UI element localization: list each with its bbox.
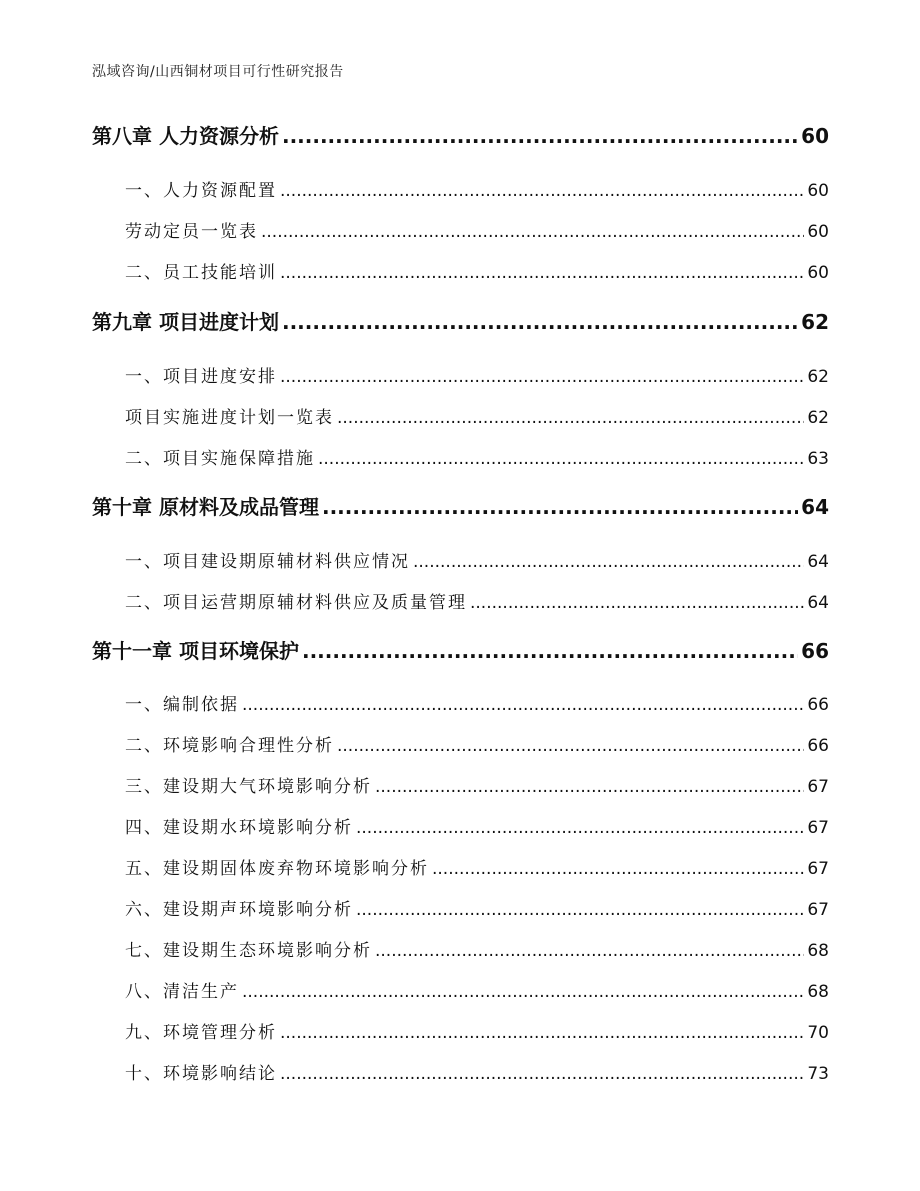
toc-chapter-entry[interactable] <box>92 491 829 521</box>
dot-leader <box>356 818 804 838</box>
dot-leader <box>280 181 804 201</box>
toc-section-number: 六、 <box>125 900 163 920</box>
toc-entry-title: 项目运营期原辅材料供应及质量管理 <box>163 593 467 613</box>
toc-page-number: 62 <box>807 367 829 387</box>
toc-section-entry[interactable] <box>125 854 829 880</box>
toc-entry-title: 环境影响结论 <box>163 1064 277 1084</box>
toc-section-number: 一、 <box>125 367 163 387</box>
dot-leader <box>432 859 804 879</box>
toc-section-entry[interactable] <box>125 403 829 429</box>
toc-page-number: 68 <box>807 982 829 1002</box>
dot-leader <box>282 124 798 148</box>
toc-page-number: 66 <box>807 736 829 756</box>
toc-section-entry[interactable] <box>125 176 829 202</box>
dot-leader <box>242 982 804 1002</box>
toc-section-number: 九、 <box>125 1023 163 1043</box>
toc-section-number: 五、 <box>125 859 163 879</box>
toc-section-entry[interactable] <box>125 1018 829 1044</box>
toc-page-number: 62 <box>807 408 829 428</box>
dot-leader <box>322 495 798 519</box>
toc-section-number: 四、 <box>125 818 163 838</box>
toc-page-number: 60 <box>801 124 829 148</box>
toc-page-number: 67 <box>807 859 829 879</box>
toc-section-entry[interactable] <box>125 895 829 921</box>
toc-entry-title: 人力资源配置 <box>163 181 277 201</box>
toc-section-number: 二、 <box>125 449 163 469</box>
toc-page-number: 67 <box>807 777 829 797</box>
toc-section-number: 十、 <box>125 1064 163 1084</box>
toc-section-entry[interactable] <box>125 690 829 716</box>
toc-section-entry[interactable] <box>125 258 829 284</box>
toc-entry-title: 环境影响合理性分析 <box>163 736 334 756</box>
toc-section-entry[interactable] <box>125 977 829 1003</box>
toc-section-entry[interactable] <box>125 444 829 470</box>
toc-entry-title: 项目实施保障措施 <box>163 449 315 469</box>
toc-entry-title: 建设期生态环境影响分析 <box>163 941 372 961</box>
dot-leader <box>375 777 804 797</box>
toc-entry-title: 劳动定员一览表 <box>125 222 258 242</box>
dot-leader <box>282 310 798 334</box>
toc-chapter-entry[interactable] <box>92 306 829 336</box>
toc-section-number: 一、 <box>125 552 163 572</box>
toc-entry-title: 编制依据 <box>163 695 239 715</box>
toc-page-number: 66 <box>801 639 829 663</box>
toc-page-number: 66 <box>807 695 829 715</box>
toc-section-entry[interactable] <box>125 1059 829 1085</box>
dot-leader <box>242 695 804 715</box>
toc-section-number: 二、 <box>125 736 163 756</box>
toc-page-number: 62 <box>801 310 829 334</box>
toc-chapter-entry[interactable] <box>92 635 829 665</box>
dot-leader <box>356 900 804 920</box>
toc-page-number: 60 <box>807 263 829 283</box>
toc-page-number: 67 <box>807 900 829 920</box>
toc-entry-title: 清洁生产 <box>163 982 239 1002</box>
toc-entry-title: 第十章 原材料及成品管理 <box>92 495 319 519</box>
toc-section-entry[interactable] <box>125 936 829 962</box>
toc-entry-title: 项目建设期原辅材料供应情况 <box>163 552 410 572</box>
toc-section-number: 八、 <box>125 982 163 1002</box>
toc-entry-title: 建设期声环境影响分析 <box>163 900 353 920</box>
toc-entry-title: 项目实施进度计划一览表 <box>125 408 334 428</box>
toc-page-number: 64 <box>801 495 829 519</box>
toc-page-number: 60 <box>807 222 829 242</box>
toc-section-number: 三、 <box>125 777 163 797</box>
toc-section-entry[interactable] <box>125 362 829 388</box>
toc-entry-title: 建设期大气环境影响分析 <box>163 777 372 797</box>
toc-section-entry[interactable] <box>125 772 829 798</box>
toc-page-number: 68 <box>807 941 829 961</box>
toc-entry-title: 员工技能培训 <box>163 263 277 283</box>
dot-leader <box>302 639 798 663</box>
toc-section-number: 二、 <box>125 593 163 613</box>
dot-leader <box>375 941 804 961</box>
toc-entry-title: 第十一章 项目环境保护 <box>92 639 299 663</box>
toc-page-number: 64 <box>807 552 829 572</box>
toc-page-number: 67 <box>807 818 829 838</box>
toc-section-number: 一、 <box>125 695 163 715</box>
toc-page-number: 64 <box>807 593 829 613</box>
toc-entry-title: 项目进度安排 <box>163 367 277 387</box>
toc-section-entry[interactable] <box>125 813 829 839</box>
dot-leader <box>337 736 804 756</box>
dot-leader <box>280 367 804 387</box>
toc-section-entry[interactable] <box>125 547 829 573</box>
toc-section-entry[interactable] <box>125 588 829 614</box>
running-header: 泓域咨询/山西铜材项目可行性研究报告 <box>92 64 344 80</box>
toc-section-number: 二、 <box>125 263 163 283</box>
toc-section-number: 七、 <box>125 941 163 961</box>
dot-leader <box>280 1064 804 1084</box>
toc-chapter-entry[interactable] <box>92 120 829 150</box>
toc-page-number: 70 <box>807 1023 829 1043</box>
dot-leader <box>413 552 804 572</box>
dot-leader <box>337 408 804 428</box>
toc-page-number: 63 <box>807 449 829 469</box>
dot-leader <box>318 449 804 469</box>
toc-entry-title: 建设期水环境影响分析 <box>163 818 353 838</box>
toc-entry-title: 环境管理分析 <box>163 1023 277 1043</box>
toc-page-number: 60 <box>807 181 829 201</box>
toc-section-entry[interactable] <box>125 731 829 757</box>
dot-leader <box>280 263 804 283</box>
toc-entry-title: 第九章 项目进度计划 <box>92 310 279 334</box>
dot-leader <box>261 222 804 242</box>
toc-entry-title: 建设期固体废弃物环境影响分析 <box>163 859 429 879</box>
dot-leader <box>280 1023 804 1043</box>
toc-section-number: 一、 <box>125 181 163 201</box>
toc-section-entry[interactable] <box>125 217 829 243</box>
toc-entry-title: 第八章 人力资源分析 <box>92 124 279 148</box>
dot-leader <box>470 593 804 613</box>
toc-page-number: 73 <box>807 1064 829 1084</box>
